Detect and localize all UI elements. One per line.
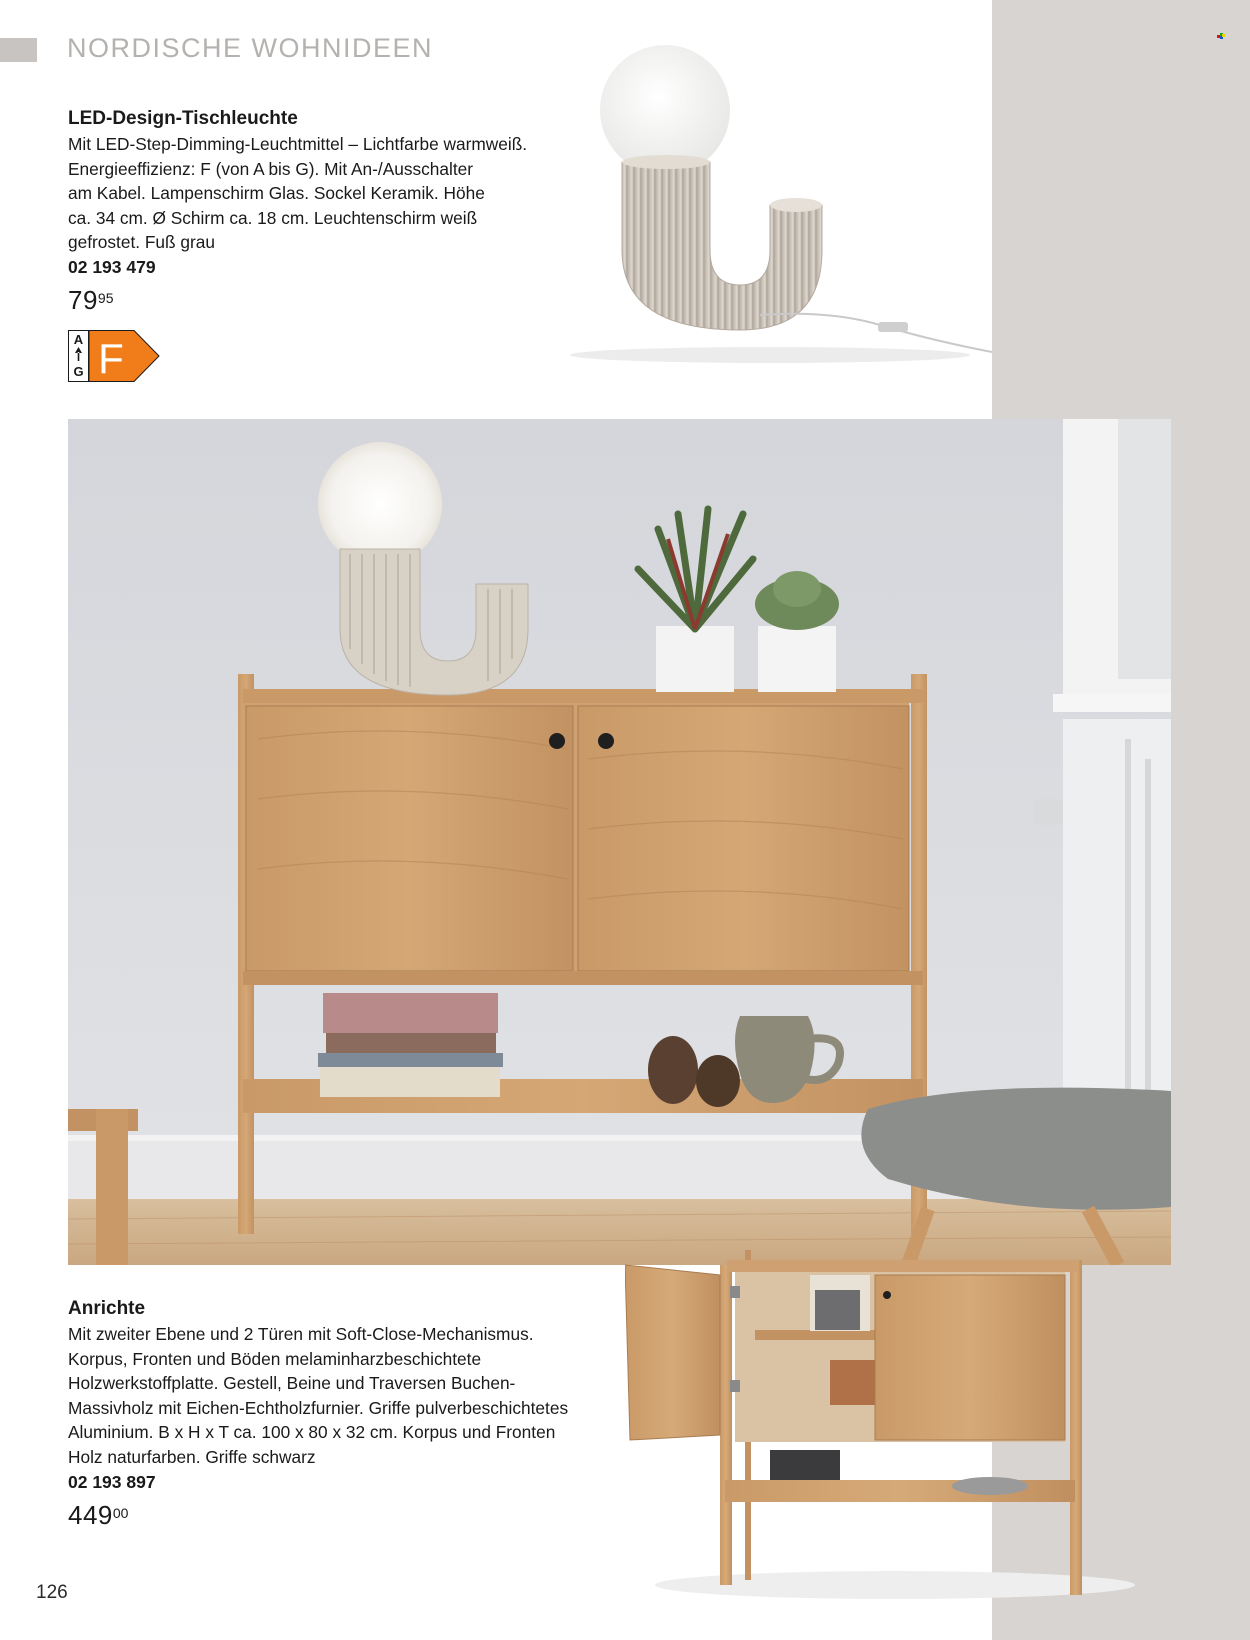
section-marker (0, 38, 37, 62)
product-description (68, 1322, 628, 1470)
description-line: Mit zweiter Ebene und 2 Türen mit Soft-Close-Mechanismus. (68, 1324, 534, 1344)
price-main: 449 (68, 1499, 113, 1530)
description-line: am Kabel. Lampenschirm Glas. Sockel Keramik. Höhe (68, 183, 485, 204)
description-line: Aluminium. B x H x T ca. 100 x 80 x 32 cm. Korpus und Fronten (68, 1422, 556, 1443)
room-scene-photo (68, 419, 1171, 1265)
price-cents: 95 (97, 289, 114, 306)
price-main: 79 (68, 284, 98, 315)
price-cents: 00 (112, 1504, 129, 1521)
page-number: 126 (36, 1582, 68, 1603)
description-line: Mit LED-Step-Dimming-Leuchtmittel – Lichtfarbe warmweiß. (68, 134, 528, 154)
color-marks (1217, 33, 1225, 41)
sideboard-open-photo (625, 1250, 1135, 1610)
energy-class: F (98, 335, 124, 382)
description-line: gefrostet. Fuß grau (68, 232, 215, 253)
product-title: LED-Design-Tischleuchte (68, 108, 298, 129)
description-line: ca. 34 cm. Ø Schirm ca. 18 cm. Leuchtenschirm weiß (68, 207, 478, 228)
product-title: Anrichte (68, 1298, 146, 1319)
article-number: 02 193 897 (68, 1471, 156, 1492)
section-title: NORDISCHE WOHNIDEEN (67, 33, 434, 63)
energy-label (68, 330, 160, 382)
description-line: Korpus, Fronten und Böden melaminharzbeschichtete (68, 1348, 482, 1369)
price (68, 283, 588, 317)
energy-scale-top: A (73, 332, 84, 347)
lamp-photo (530, 40, 992, 370)
energy-scale-bottom: G (73, 364, 84, 379)
description-line: Holzwerkstoffplatte. Gestell, Beine und Traversen Buchen- (68, 1373, 516, 1394)
article-number: 02 193 479 (68, 256, 156, 277)
price (68, 1498, 628, 1532)
description-line: Massivholz mit Eichen-Echtholzfurnier. Griffe pulverbeschichtetes (68, 1397, 569, 1418)
product-lamp (68, 107, 588, 317)
product-description (68, 132, 588, 255)
description-line: Energieeffizienz: F (von A bis G). Mit An-/Ausschalter (68, 158, 474, 179)
description-line: Holz naturfarben. Griffe schwarz (68, 1446, 316, 1467)
product-sideboard (68, 1297, 628, 1532)
